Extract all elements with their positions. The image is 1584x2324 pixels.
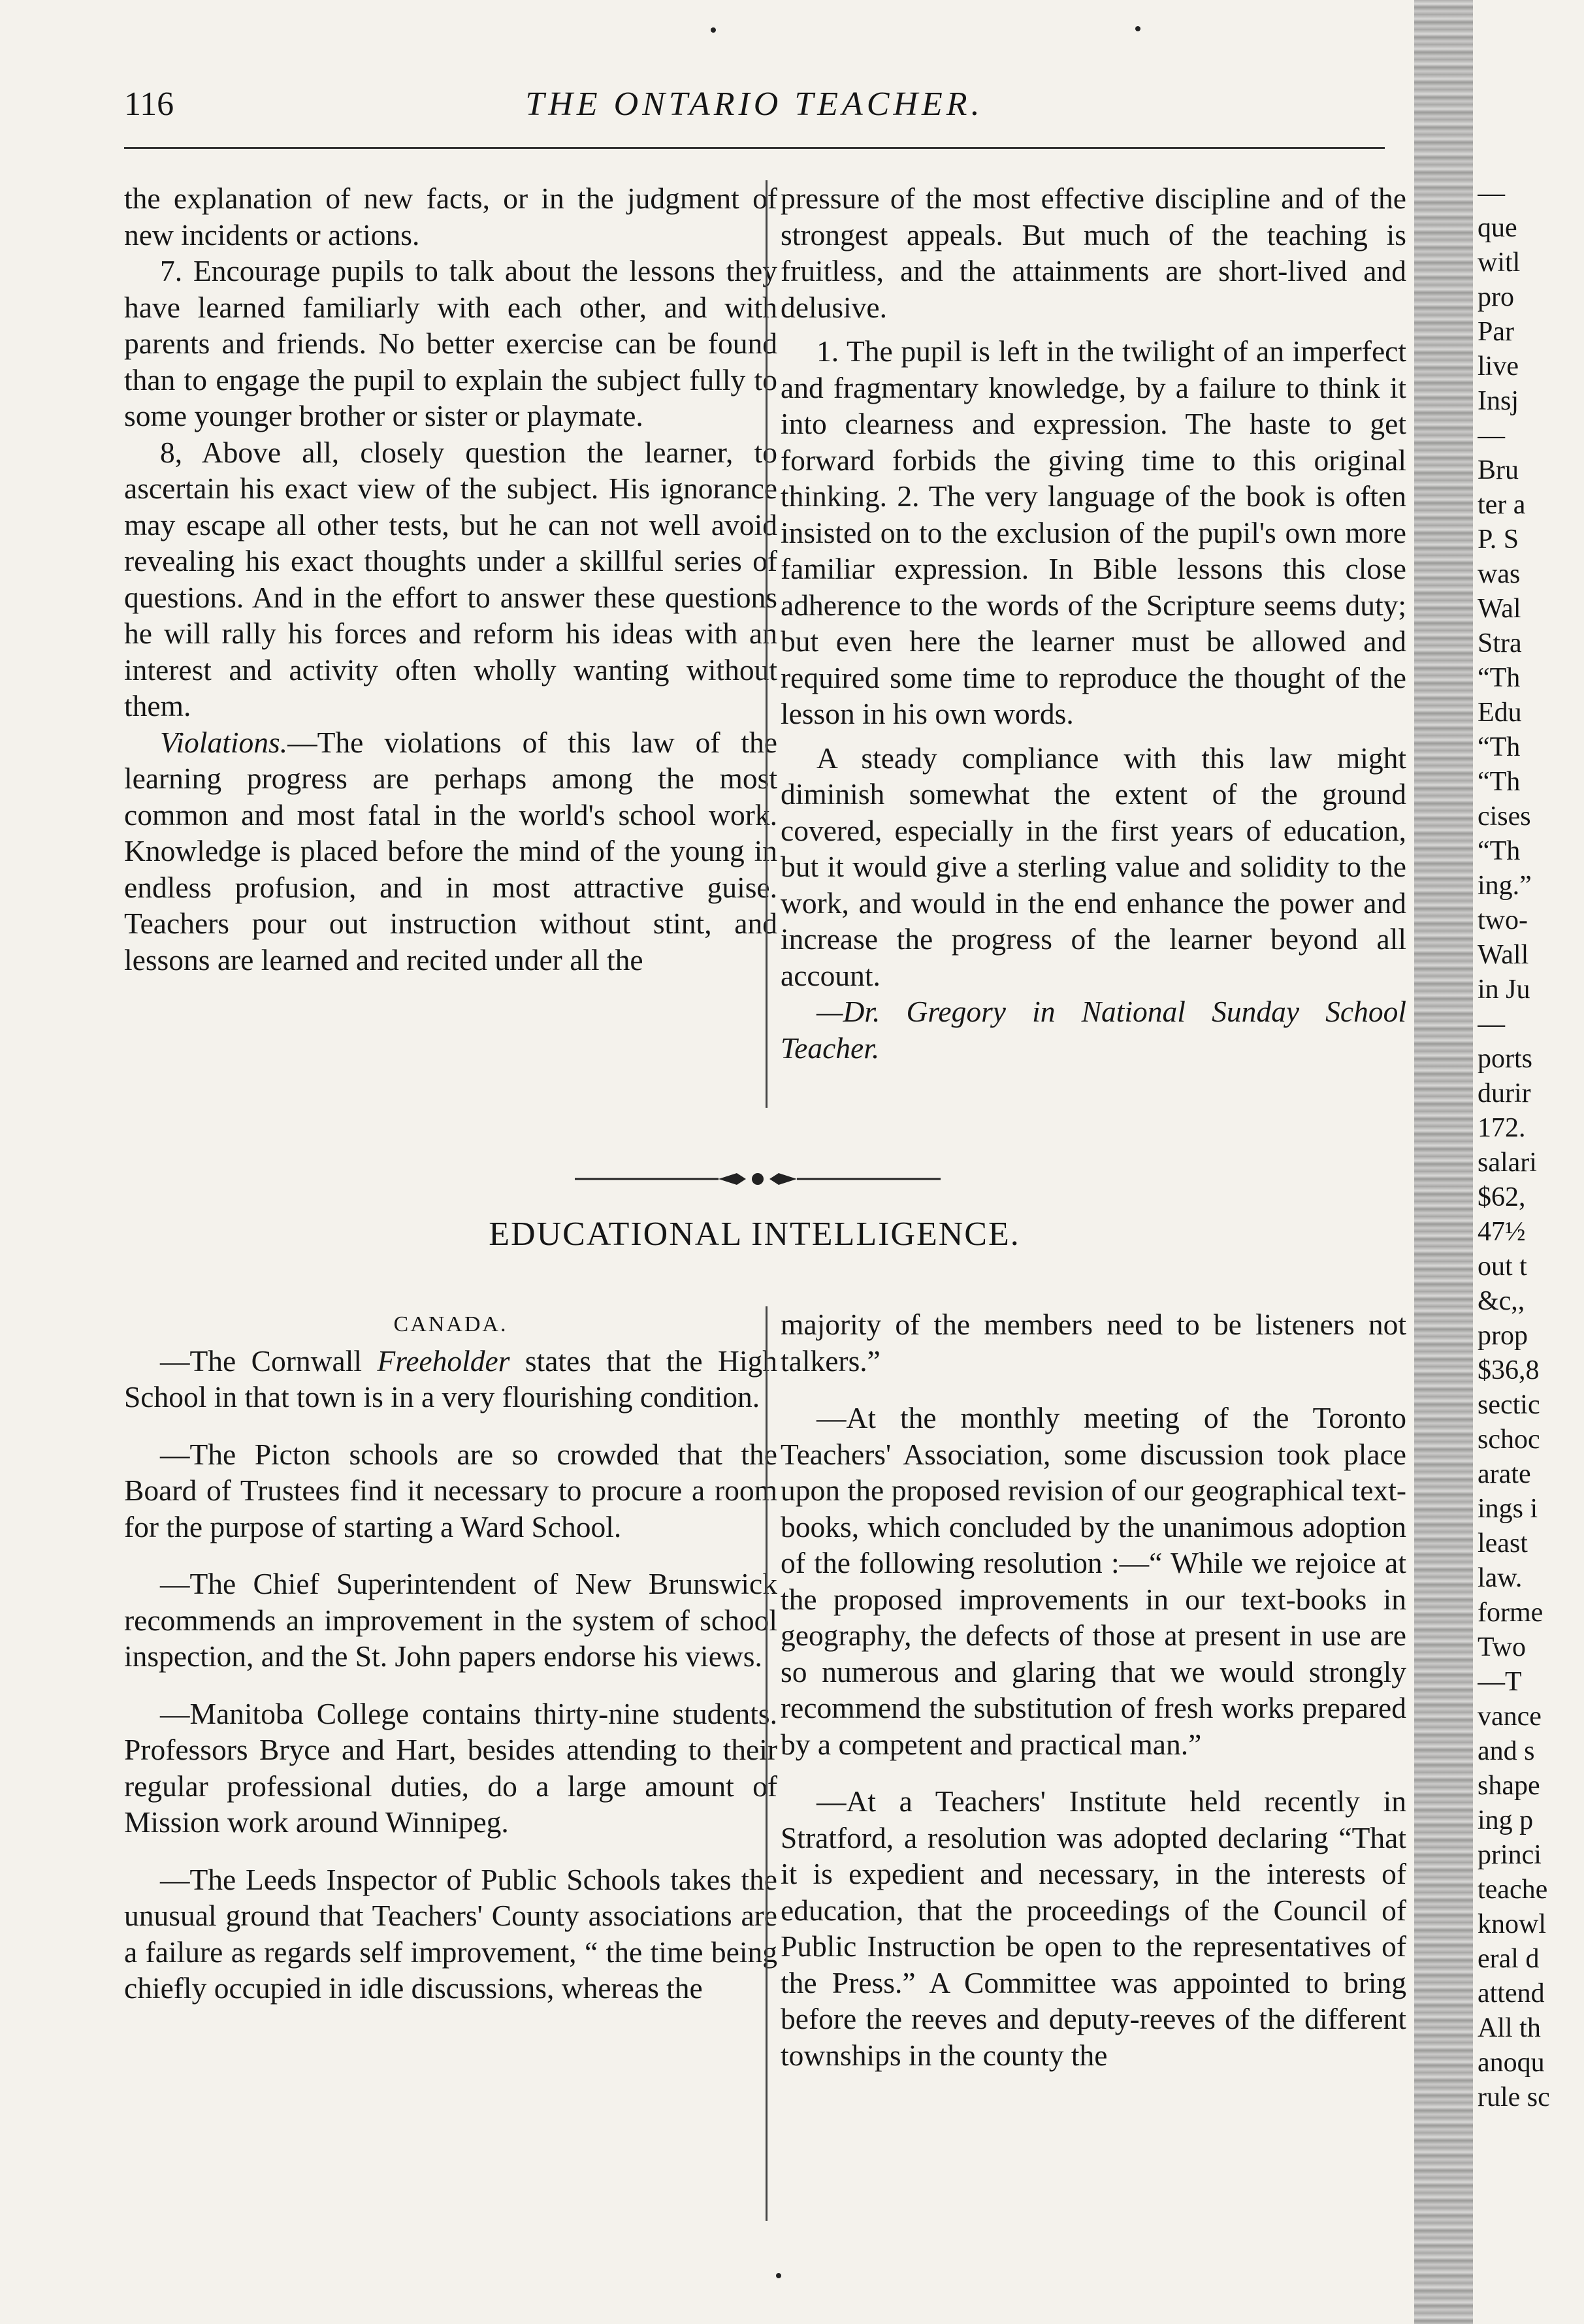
adjacent-fragment: prop xyxy=(1478,1321,1528,1351)
adjacent-fragment: ter a xyxy=(1478,490,1526,520)
bottom-right-column xyxy=(781,1306,1406,2073)
adjacent-fragment: ings i xyxy=(1478,1494,1538,1524)
adjacent-fragment: forme xyxy=(1478,1598,1544,1628)
adjacent-fragment: $62, xyxy=(1478,1182,1526,1212)
adjacent-fragment: “Th xyxy=(1478,663,1521,693)
scan-speck xyxy=(1135,26,1140,31)
adjacent-fragment: witl xyxy=(1478,248,1521,278)
section-divider-ornament xyxy=(575,1169,941,1189)
adjacent-fragment: durir xyxy=(1478,1078,1531,1108)
adjacent-fragment: “Th xyxy=(1478,767,1521,797)
violations-label: Violations. xyxy=(160,725,288,759)
page-header xyxy=(124,85,1385,137)
adjacent-fragment: attend xyxy=(1478,1978,1545,2009)
binding-gutter xyxy=(1414,0,1473,2324)
top-left-column xyxy=(124,180,777,978)
adjacent-fragment: $36,8 xyxy=(1478,1355,1540,1385)
adjacent-fragment: two- xyxy=(1478,905,1528,935)
attribution: —Dr. Gregory in National Sunday School Teacher. xyxy=(781,995,1406,1065)
adjacent-fragment: — xyxy=(1478,421,1505,451)
adjacent-fragment: 172. xyxy=(1478,1113,1526,1143)
adjacent-fragment: rule sc xyxy=(1478,2082,1550,2112)
adjacent-fragment: Wal xyxy=(1478,594,1521,624)
newspaper-name: Freeholder xyxy=(377,1344,510,1378)
page-number: 116 xyxy=(124,86,174,123)
news-item: —The Leeds Inspector of Public Schools takes the unusual ground that Teachers' County associations are a failure as regards self improvement, “ the time being chiefly occupied in idle discussions, whereas the xyxy=(124,1862,777,2005)
news-item: majority of the members need to be listeners not talkers.” xyxy=(781,1308,1406,1378)
adjacent-fragment: was xyxy=(1478,559,1521,589)
adjacent-fragment: arate xyxy=(1478,1459,1531,1489)
header-rule xyxy=(124,147,1385,149)
adjacent-fragment: vance xyxy=(1478,1702,1542,1732)
paragraph xyxy=(124,724,777,978)
adjacent-fragment: live xyxy=(1478,351,1519,381)
adjacent-fragment: knowl xyxy=(1478,1909,1546,1939)
violations-text: —The violations of this law of the learning progress are perhaps among the most common and most fatal in the world's school work. Knowledge is placed before the mind of the young in endless profusion, and in most attractive guise. Teachers pour out instruction without stint, and lessons are learned and recited under all the xyxy=(124,725,777,976)
adjacent-fragment: ing p xyxy=(1478,1805,1534,1835)
adjacent-fragment: sectic xyxy=(1478,1390,1540,1420)
adjacent-fragment: Par xyxy=(1478,317,1514,347)
news-item: —Manitoba College contains thirty-nine students. Professors Bryce and Hart, besides attending to their regular professional duties, do a large amount of Mission work around Winnipeg. xyxy=(124,1696,777,1839)
adjacent-fragment: —T xyxy=(1478,1667,1522,1697)
column-rule xyxy=(766,180,768,1108)
adjacent-fragment: out t xyxy=(1478,1251,1527,1282)
paragraph: 1. The pupil is left in the twilight of an imperfect and fragmentary knowledge, by a failure to think it into clearness and expression. The haste to get forward forbids the giving time to this original thinking. 2. The very language of the book is often insisted on to the exclusion of the pupil's own more familiar expression. In Bible lessons this close adherence to the words of the Scripture seems duty; but even here the learner must be allowed and required some time to reproduce the thought of the lesson in his own words. xyxy=(781,334,1406,730)
adjacent-fragment: salari xyxy=(1478,1148,1537,1178)
scan-speck xyxy=(776,2273,781,2278)
adjacent-fragment: P. S xyxy=(1478,525,1519,555)
running-head: THE ONTARIO TEACHER. xyxy=(525,86,984,123)
adjacent-fragment: All th xyxy=(1478,2013,1541,2043)
news-item: —The Picton schools are so crowded that the Board of Trustees find it necessary to procure a room for the purpose of starting a Ward School. xyxy=(124,1437,777,1543)
adjacent-fragment: &c,, xyxy=(1478,1286,1525,1316)
adjacent-fragment: Two xyxy=(1478,1632,1527,1662)
adjacent-fragment: law. xyxy=(1478,1563,1523,1593)
canada-heading: CANADA. xyxy=(393,1312,508,1336)
adjacent-fragment: “Th xyxy=(1478,836,1521,866)
adjacent-fragment: — xyxy=(1478,178,1505,208)
adjacent-fragment: princi xyxy=(1478,1840,1542,1870)
adjacent-fragment: schoc xyxy=(1478,1425,1540,1455)
bottom-left-column xyxy=(124,1306,777,2007)
top-right-column xyxy=(781,180,1406,1066)
scan-speck xyxy=(711,27,716,33)
adjacent-fragment: pro xyxy=(1478,282,1514,312)
paragraph: 8, Above all, closely question the learner, to ascertain his exact view of the subject. His ignorance may escape all other tests, but he can not well avoid revealing his exact thoughts under a skillful series of questions. And in the effort to answer these questions he will rally his forces and reform his ideas with an interest and activity often wholly wanting without them. xyxy=(124,435,777,722)
adjacent-fragment: eral d xyxy=(1478,1944,1540,1974)
adjacent-fragment: Insj xyxy=(1478,386,1519,416)
adjacent-fragment: and s xyxy=(1478,1736,1535,1766)
adjacent-fragment: — xyxy=(1478,1009,1505,1039)
section-title: EDUCATIONAL INTELLIGENCE. xyxy=(489,1216,1020,1253)
news-item: —The Cornwall Freeholder states that the High School in that town is in a very flourishing condition. xyxy=(124,1344,777,1413)
paragraph: A steady compliance with this law might diminish somewhat the extent of the ground covered, especially in the first years of education, but it would give a sterling value and solidity to the work, and would in the end enhance the power and increase the progress of the learner beyond all account. xyxy=(781,741,1406,992)
adjacent-fragment: 47½ xyxy=(1478,1217,1526,1247)
adjacent-fragment: Bru xyxy=(1478,455,1519,485)
adjacent-fragment: Stra xyxy=(1478,628,1522,658)
news-item: —At the monthly meeting of the Toronto Teachers' Association, some discussion took place upon the proposed revision of our geographical text-books, which concluded by the unanimous adoption of the following resolution :—“ While we rejoice at the proposed improvements in our text-books in geography, the defects of those at present in use are so numerous and glaring that we would strongly recommend the substitution of fresh works prepared by a competent and practical man.” xyxy=(781,1401,1406,1761)
adjacent-fragment: “Th xyxy=(1478,732,1521,762)
paragraph: 7. Encourage pupils to talk about the lessons they have learned familiarly with each other, and with parents and friends. No better exercise can be found than to engage the pupil to explain the subject fully to some younger brother or sister or playmate. xyxy=(124,254,777,432)
adjacent-fragment: cises xyxy=(1478,801,1531,831)
adjacent-fragment: Wall xyxy=(1478,940,1529,970)
paragraph: pressure of the most effective discipline and of the strongest appeals. But much of the teaching is fruitless, and the attainments are short-lived and delusive. xyxy=(781,182,1406,324)
adjacent-fragment: shape xyxy=(1478,1771,1540,1801)
news-item: —The Chief Superintendent of New Brunswick recommends an improvement in the system of school inspection, and the St. John papers endorse his views. xyxy=(124,1567,777,1673)
adjacent-fragment: ing.” xyxy=(1478,871,1532,901)
adjacent-fragment: least xyxy=(1478,1528,1528,1558)
adjacent-page-text xyxy=(1478,176,1584,2115)
paragraph: the explanation of new facts, or in the judgment of new incidents or actions. xyxy=(124,182,777,251)
adjacent-fragment: Edu xyxy=(1478,698,1522,728)
column-rule xyxy=(766,1306,768,2221)
adjacent-fragment: in Ju xyxy=(1478,975,1530,1005)
adjacent-fragment: teache xyxy=(1478,1875,1548,1905)
news-item: —At a Teachers' Institute held recently in Stratford, a resolution was adopted declaring “That it is expedient and necessary, in the interests of education, that the proceedings of the Council of Public Instruction be open to the representatives of the Press.” A Committee was appointed to bring before the reeves and deputy-reeves of the different townships in the county the xyxy=(781,1784,1406,2072)
adjacent-fragment: anoqu xyxy=(1478,2048,1545,2078)
adjacent-fragment: ports xyxy=(1478,1044,1532,1074)
adjacent-fragment: que xyxy=(1478,213,1517,243)
